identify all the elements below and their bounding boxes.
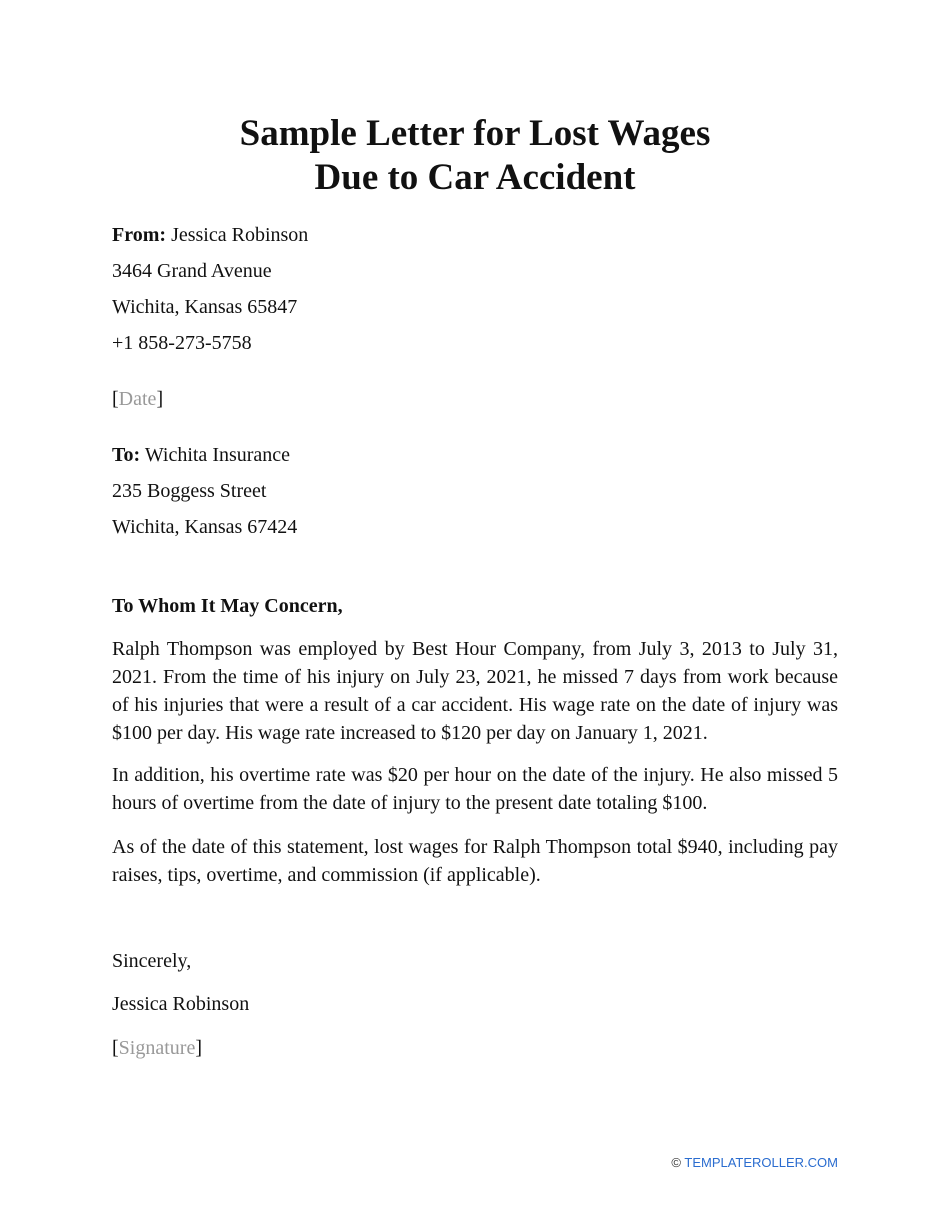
body-paragraph-3: As of the date of this statement, lost wages for Ralph Thompson total $940, including pay raises, tips, overtime, and commission (if applicable). bbox=[112, 836, 838, 886]
recipient-name: Wichita Insurance bbox=[144, 444, 291, 466]
signature-placeholder: Signature bbox=[118, 1037, 196, 1059]
copyright-icon: © bbox=[671, 1155, 681, 1170]
footer-credit bbox=[671, 1155, 838, 1171]
date-close-bracket: ] bbox=[156, 388, 164, 410]
salutation: To Whom It May Concern, bbox=[112, 595, 343, 617]
signature-line bbox=[112, 1036, 202, 1060]
sender-label: From: bbox=[112, 224, 167, 246]
sender-phone: +1 858-273-5758 bbox=[112, 332, 252, 354]
body-paragraph-1: Ralph Thompson was employed by Best Hour Company, from July 3, 2013 to July 31, 2021. From the time of his injury on July 23, 2021, he missed 7 days from work because of his injuries that were a result of a car accident. His wage rate on the date of injury was $100 per day. His wage rate increased to $120 per day on January 1, 2021. bbox=[112, 638, 838, 744]
date-line bbox=[112, 387, 163, 411]
signature-open-bracket: [ bbox=[112, 1037, 119, 1059]
recipient-label: To: bbox=[112, 444, 141, 466]
recipient-address-line-1: 235 Boggess Street bbox=[112, 480, 267, 502]
sender-name: Jessica Robinson bbox=[171, 224, 309, 246]
signature-close-bracket: ] bbox=[195, 1037, 202, 1059]
document-title bbox=[112, 112, 838, 200]
recipient-name-line bbox=[112, 443, 290, 467]
body-paragraph-2: In addition, his overtime rate was $20 per hour on the date of the injury. He also missed 5 hours of overtime from the date of injury to the present date totaling $100. bbox=[112, 764, 838, 814]
date-open-bracket: [ bbox=[112, 388, 119, 410]
recipient-address-line-2: Wichita, Kansas 67424 bbox=[112, 516, 298, 538]
valediction: Sincerely, bbox=[112, 950, 192, 972]
title-line-1: Sample Letter for Lost Wages bbox=[239, 113, 711, 154]
sender-address-line-2: Wichita, Kansas 65847 bbox=[112, 296, 298, 318]
sender-address-line-1: 3464 Grand Avenue bbox=[112, 260, 272, 282]
templateroller-link[interactable]: TEMPLATEROLLER.COM bbox=[684, 1155, 838, 1170]
closing-name: Jessica Robinson bbox=[112, 993, 250, 1015]
title-line-2: Due to Car Accident bbox=[314, 157, 636, 198]
sender-name-line bbox=[112, 223, 308, 247]
date-placeholder: Date bbox=[118, 388, 157, 410]
